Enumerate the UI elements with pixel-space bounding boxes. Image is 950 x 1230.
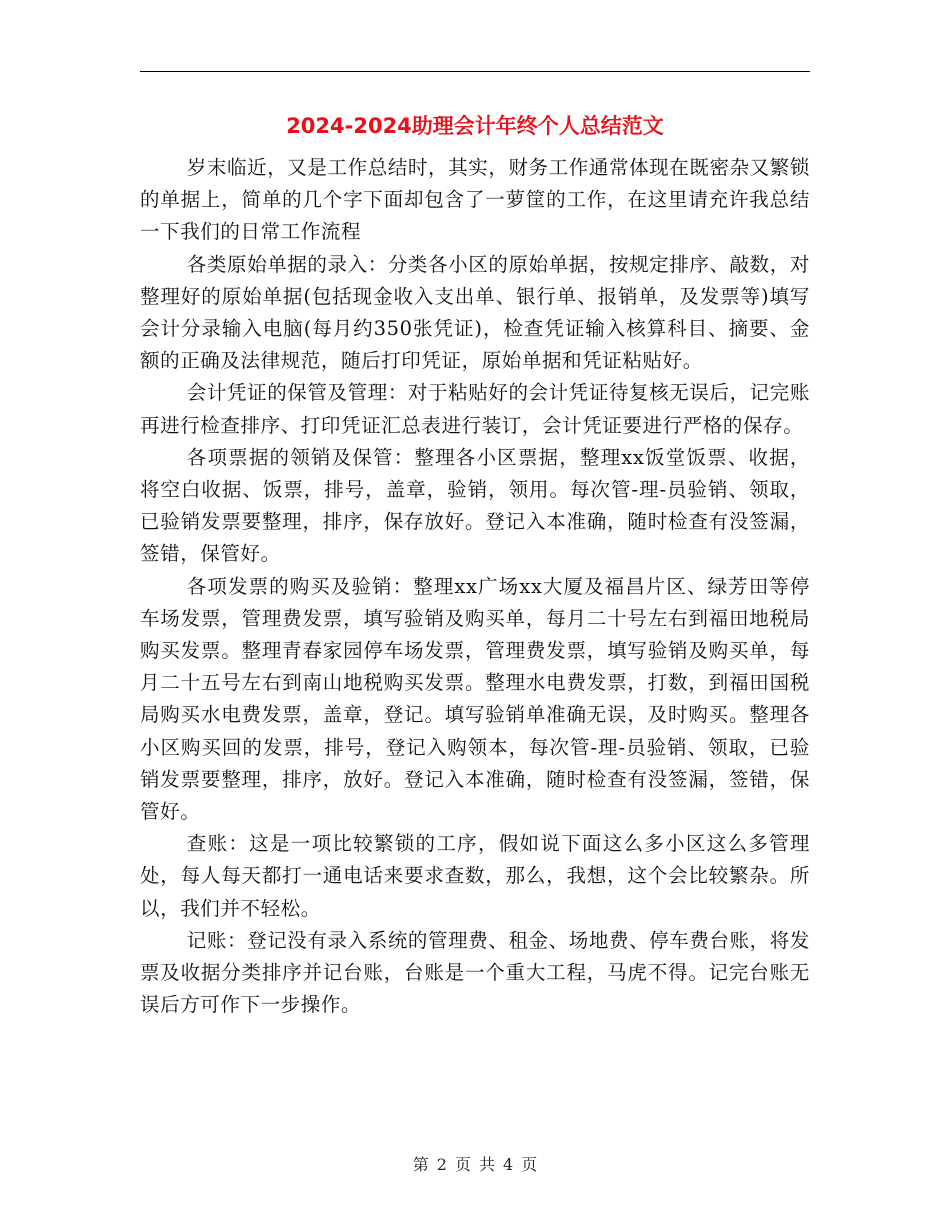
footer-suffix: 页 (521, 1155, 538, 1174)
footer-prefix: 第 (412, 1155, 429, 1174)
page-number-footer (140, 1154, 810, 1176)
total-page-count: 4 (503, 1155, 514, 1174)
document-title: 2024-2024助理会计年终个人总结范文 (286, 114, 664, 138)
paragraph-account-query: 查账：这是一项比较繁锁的工序，假如说下面这么多小区这么多管理处，每人每天都打一通电话来要求查数，那么，我想，这个会比较繁杂。所以，我们并不轻松。 (140, 832, 810, 920)
header-rule (140, 71, 810, 72)
footer-page-word: 页 (454, 1155, 471, 1174)
paragraph-intro: 岁末临近，又是工作总结时，其实，财务工作通常体现在既密杂又繁锁的单据上，简单的几个字下面却包含了一萝筐的工作，在这里请充许我总结一下我们的日常工作流程 (140, 156, 810, 244)
current-page-number: 2 (436, 1155, 447, 1174)
paragraph-receipt-management: 各项票据的领销及保管：整理各小区票据，整理xx饭堂饭票、收据，将空白收据、饭票，排号，盖章，验销，领用。每次管-理-员验销、领取，已验销发票要整理，排序，保存放好。登记入本准确，随时检查有没签漏，签错，保管好。 (140, 445, 810, 566)
paragraph-original-documents: 各类原始单据的录入：分类各小区的原始单据，按规定排序、敲数，对整理好的原始单据(包括现金收入支出单、银行单、报销单，及发票等)填写会计分录输入电脑(每月约350张凭证)，检查凭证输入核算科目、摘要、金额的正确及法律规范，随后打印凭证，原始单据和凭证粘贴好。 (140, 252, 810, 373)
paragraph-bookkeeping: 记账：登记没有录入系统的管理费、租金、场地费、停车费台账，将发票及收据分类排序并记台账，台账是一个重大工程，马虎不得。记完台账无误后方可作下一步操作。 (140, 928, 810, 1017)
paragraph-voucher-custody: 会计凭证的保管及管理：对于粘贴好的会计凭证待复核无误后，记完账再进行检查排序、打印凭证汇总表进行装订，会计凭证要进行严格的保存。 (140, 381, 810, 437)
document-body (140, 152, 810, 1021)
paragraph-invoice-purchase: 各项发票的购买及验销：整理xx广场xx大厦及福昌片区、绿芳田等停车场发票，管理费发票，填写验销及购买单，每月二十号左右到福田地税局购买发票。整理青春家园停车场发票，管理费发票，填写验销及购买单，每月二十五号左右到南山地税购买发票。整理水电费发票，打数，到福田国税局购买水电费发票，盖章，登记。填写验销单准确无误，及时购买。整理各小区购买回的发票，排号，登记入购领本，每次管-理-员验销、领取，已验销发票要整理，排序，放好。登记入本准确，随时检查有没签漏，签错，保管好。 (140, 574, 810, 824)
footer-total-word: 共 (479, 1155, 496, 1174)
